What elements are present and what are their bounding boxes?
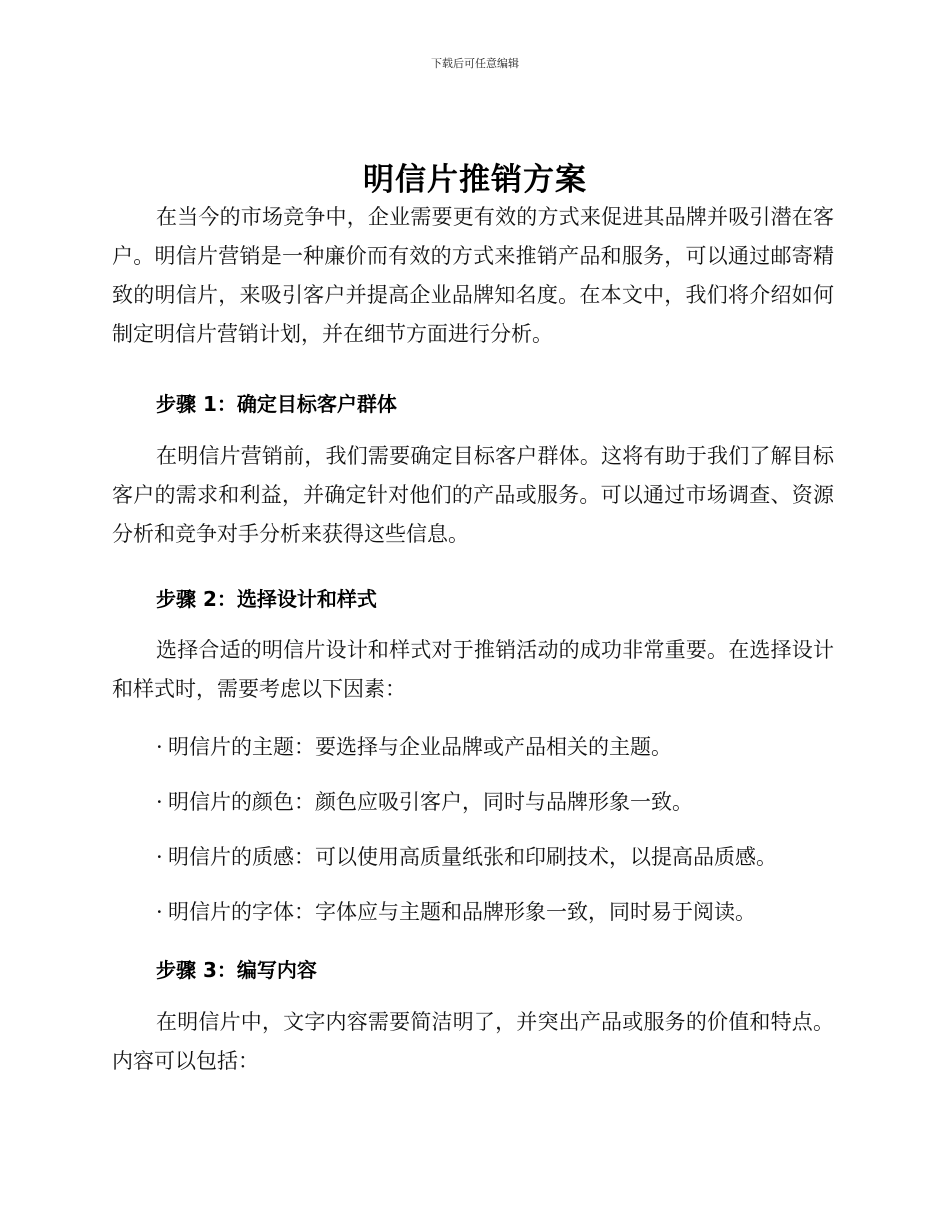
bullet-dot: · [156,790,163,814]
list-item-text: 明信片的颜色：颜色应吸引客户，同时与品牌形象一致。 [168,790,693,814]
document-title: 明信片推销方案 [363,162,587,198]
list-item-text: 明信片的质感：可以使用高质量纸张和印刷技术，以提高品质感。 [168,845,777,869]
bullet-dot: · [156,900,163,924]
list-item-text: 明信片的主题：要选择与企业品牌或产品相关的主题。 [168,735,672,759]
step2-paragraph: 选择合适的明信片设计和样式对于推销活动的成功非常重要。在选择设计和样式时，需要考虑以下因素： [112,638,834,701]
step1-heading: 步骤 1：确定目标客户群体 [156,392,397,416]
step1-paragraph: 在明信片营销前，我们需要确定目标客户群体。这将有助于我们了解目标客户的需求和利益，并确定针对他们的产品或服务。可以通过市场调查、资源分析和竞争对手分析来获得这些信息。 [112,444,834,546]
list-item [156,783,693,822]
bullet-dot: · [156,735,163,759]
list-item-text: 明信片的字体：字体应与主题和品牌形象一致，同时易于阅读。 [168,900,756,924]
header-note: 下载后可任意编辑 [431,57,519,70]
intro-paragraph: 在当今的市场竞争中，企业需要更有效的方式来促进其品牌并吸引潜在客户。明信片营销是一种廉价而有效的方式来推销产品和服务，可以通过邮寄精致的明信片，来吸引客户并提高企业品牌知名度。在本文中，我们将介绍如何制定明信片营销计划，并在细节方面进行分析。 [112,205,834,346]
list-item [156,893,756,932]
step3-heading: 步骤 3：编写内容 [156,958,317,982]
bullet-dot: · [156,845,163,869]
list-item [156,728,672,767]
step3-paragraph: 在明信片中，文字内容需要简洁明了，并突出产品或服务的价值和特点。内容可以包括： [112,1010,834,1073]
step2-heading: 步骤 2：选择设计和样式 [156,587,377,611]
list-item [156,838,777,877]
